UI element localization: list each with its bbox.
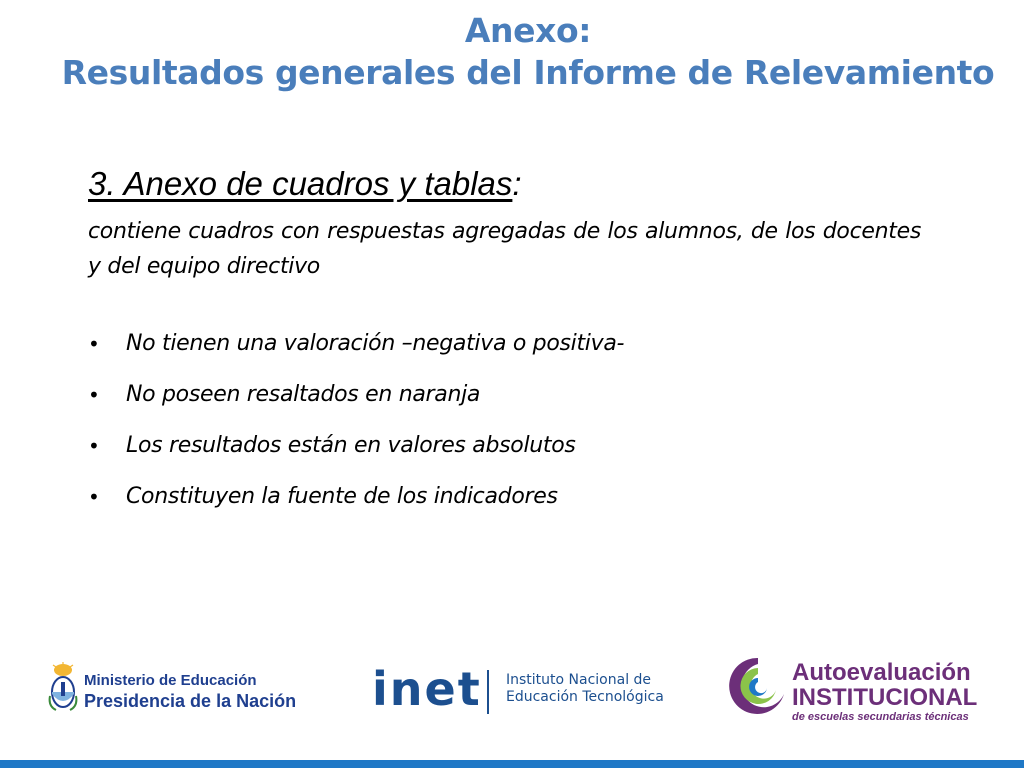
bullet-item (88, 428, 624, 479)
ministerio-line-1: Ministerio de Educación (84, 672, 257, 689)
slide-title (0, 10, 1024, 94)
footer-logos (0, 650, 1024, 768)
section-heading (88, 165, 522, 203)
bullet-item (88, 479, 624, 530)
bullet-text: Los resultados están en valores absolutos (126, 433, 576, 458)
bullet-dot-icon: • (88, 434, 100, 458)
inet-sub-line-1: Instituto Nacional de (506, 672, 652, 688)
bullet-dot-icon: • (88, 383, 100, 407)
autoevaluacion-text (792, 660, 977, 724)
inet-sub-line-2: Educación Tecnológica (506, 689, 664, 705)
title-line-2: Resultados generales del Informe de Relevamiento (61, 53, 995, 92)
autoevaluacion-logo (728, 654, 978, 723)
inet-subtitle (506, 672, 664, 706)
bottom-accent-bar (0, 760, 1024, 768)
swirl-logo-icon (728, 654, 788, 718)
autoevaluacion-line-2: INSTITUCIONAL (792, 684, 978, 711)
ministerio-logo (48, 662, 297, 719)
section-heading-text: 3. Anexo de cuadros y tablas (88, 165, 513, 202)
autoevaluacion-line-3: de escuelas secundarias técnicas (792, 711, 969, 723)
section-heading-colon: : (512, 165, 522, 202)
section-description: contiene cuadros con respuestas agregadas de los alumnos, de los docentes y del equipo directivo (88, 219, 921, 279)
inet-wordmark: inet (372, 662, 482, 716)
bullet-text: No poseen resaltados en naranja (126, 382, 481, 407)
title-line-1: Anexo: (464, 11, 592, 50)
ministerio-line-2: Presidencia de la Nación (84, 691, 297, 711)
bullet-dot-icon: • (88, 332, 100, 356)
bullet-dot-icon: • (88, 485, 100, 509)
bullet-list (88, 326, 624, 530)
bullet-item (88, 326, 624, 377)
bullet-item (88, 377, 624, 428)
coat-of-arms-icon (48, 662, 78, 714)
inet-divider (487, 670, 489, 714)
autoevaluacion-line-1: Autoevaluación (792, 659, 971, 686)
bullet-text: Constituyen la fuente de los indicadores (126, 484, 558, 509)
bullet-text: No tienen una valoración –negativa o positiva- (126, 331, 625, 356)
ministerio-text (84, 672, 296, 712)
